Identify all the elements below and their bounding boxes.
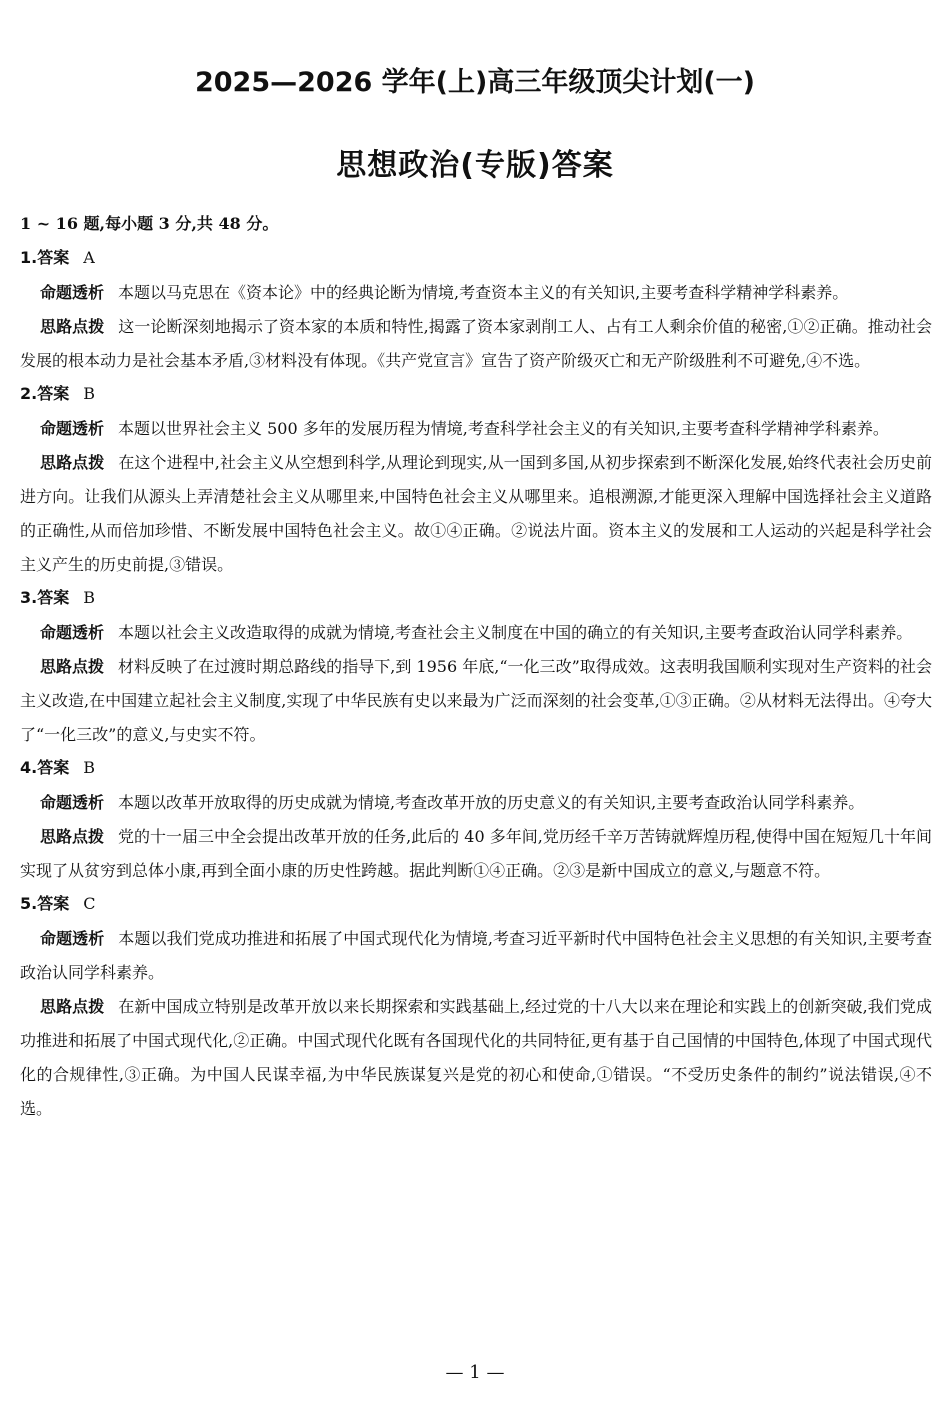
question-number: 1. bbox=[20, 248, 38, 267]
hint-paragraph bbox=[20, 446, 932, 582]
hint-label: 思路点拨 bbox=[40, 827, 105, 846]
analysis-text: 本题以世界社会主义 500 多年的发展历程为情境,考查科学社会主义的有关知识,主要考查科学精神学科素养。 bbox=[118, 419, 889, 438]
analysis-text: 本题以我们党成功推进和拓展了中国式现代化为情境,考查习近平新时代中国特色社会主义思想的有关知识,主要考查政治认同学科素养。 bbox=[20, 929, 932, 982]
analysis-paragraph bbox=[20, 922, 932, 990]
answer-content bbox=[20, 212, 932, 1130]
question-header bbox=[20, 586, 932, 610]
question-header bbox=[20, 756, 932, 780]
analysis-paragraph bbox=[20, 276, 932, 310]
question-2 bbox=[20, 382, 932, 582]
hint-paragraph bbox=[20, 650, 932, 752]
hint-paragraph bbox=[20, 990, 932, 1126]
hint-text: 材料反映了在过渡时期总路线的指导下,到 1956 年底,“一化三改”取得成效。这表明我国顺利实现对生产资料的社会主义改造,在中国建立起社会主义制度,实现了中华民族有史以来最为广泛而深刻的社会变革,①③正确。②从材料无法得出。④夸大了“一化三改”的意义,与史实不符。 bbox=[20, 657, 932, 744]
analysis-label: 命题透析 bbox=[40, 623, 105, 642]
answer-label: 答案 bbox=[37, 758, 70, 777]
analysis-paragraph bbox=[20, 786, 932, 820]
page-number: — 1 — bbox=[445, 1362, 505, 1383]
page-title: 2025—2026 学年(上)高三年级顶尖计划(一) bbox=[194, 67, 756, 98]
question-3 bbox=[20, 586, 932, 752]
answer-label: 答案 bbox=[37, 384, 70, 403]
hint-text: 在新中国成立特别是改革开放以来长期探索和实践基础上,经过党的十八大以来在理论和实践上的创新突破,我们党成功推进和拓展了中国式现代化,②正确。中国式现代化既有各国现代化的共同特征,更有基于自己国情的中国特色,体现了中国式现代化的合规律性,③正确。为中国人民谋幸福,为中华民族谋复兴是党的初心和使命,①错误。“不受历史条件的制约”说法错误,④不选。 bbox=[20, 997, 932, 1118]
hint-label: 思路点拨 bbox=[40, 317, 105, 336]
question-header bbox=[20, 382, 932, 406]
question-number: 3. bbox=[20, 588, 38, 607]
answer-value: B bbox=[83, 588, 95, 607]
answer-label: 答案 bbox=[37, 894, 70, 913]
question-number: 5. bbox=[20, 894, 38, 913]
hint-text: 这一论断深刻地揭示了资本家的本质和特性,揭露了资本家剥削工人、占有工人剩余价值的秘密,①②正确。推动社会发展的根本动力是社会基本矛盾,③材料没有体现。《共产党宣言》宣告了资产阶级灭亡和无产阶级胜利不可避免,④不选。 bbox=[20, 317, 932, 370]
hint-label: 思路点拨 bbox=[40, 453, 105, 472]
question-number: 2. bbox=[20, 384, 38, 403]
analysis-paragraph bbox=[20, 412, 932, 446]
analysis-paragraph bbox=[20, 616, 932, 650]
answer-value: A bbox=[83, 248, 95, 267]
question-4 bbox=[20, 756, 932, 888]
answer-label: 答案 bbox=[37, 588, 70, 607]
hint-text: 党的十一届三中全会提出改革开放的任务,此后的 40 多年间,党历经千辛万苦铸就辉煌历程,使得中国在短短几十年间实现了从贫穷到总体小康,再到全面小康的历史性跨越。据此判断①④正确。②③是新中国成立的意义,与题意不符。 bbox=[20, 827, 932, 880]
hint-label: 思路点拨 bbox=[40, 657, 105, 676]
answer-label: 答案 bbox=[37, 248, 70, 267]
page-subtitle: 思想政治(专版)答案 bbox=[336, 148, 614, 183]
hint-paragraph bbox=[20, 310, 932, 378]
hint-paragraph bbox=[20, 820, 932, 888]
analysis-text: 本题以改革开放取得的历史成就为情境,考查改革开放的历史意义的有关知识,主要考查政治认同学科素养。 bbox=[118, 793, 865, 812]
answer-value: B bbox=[83, 758, 95, 777]
analysis-label: 命题透析 bbox=[40, 929, 105, 948]
answer-value: C bbox=[83, 894, 96, 913]
analysis-text: 本题以社会主义改造取得的成就为情境,考查社会主义制度在中国的确立的有关知识,主要考查政治认同学科素养。 bbox=[118, 623, 913, 642]
analysis-label: 命题透析 bbox=[40, 793, 105, 812]
question-1 bbox=[20, 246, 932, 378]
question-5 bbox=[20, 892, 932, 1126]
question-number: 4. bbox=[20, 758, 38, 777]
section-intro: 1 ~ 16 题,每小题 3 分,共 48 分。 bbox=[20, 214, 279, 233]
analysis-label: 命题透析 bbox=[40, 419, 105, 438]
analysis-text: 本题以马克思在《资本论》中的经典论断为情境,考查资本主义的有关知识,主要考查科学精神学科素养。 bbox=[118, 283, 849, 302]
question-header bbox=[20, 892, 932, 916]
hint-label: 思路点拨 bbox=[40, 997, 105, 1016]
question-header bbox=[20, 246, 932, 270]
hint-text: 在这个进程中,社会主义从空想到科学,从理论到现实,从一国到多国,从初步探索到不断深化发展,始终代表社会历史前进方向。让我们从源头上弄清楚社会主义从哪里来,中国特色社会主义从哪里来。追根溯源,才能更深入理解中国选择社会主义道路的正确性,从而倍加珍惜、不断发展中国特色社会主义。故①④正确。②说法片面。资本主义的发展和工人运动的兴起是科学社会主义产生的历史前提,③错误。 bbox=[20, 453, 932, 574]
answer-value: B bbox=[83, 384, 95, 403]
analysis-label: 命题透析 bbox=[40, 283, 105, 302]
